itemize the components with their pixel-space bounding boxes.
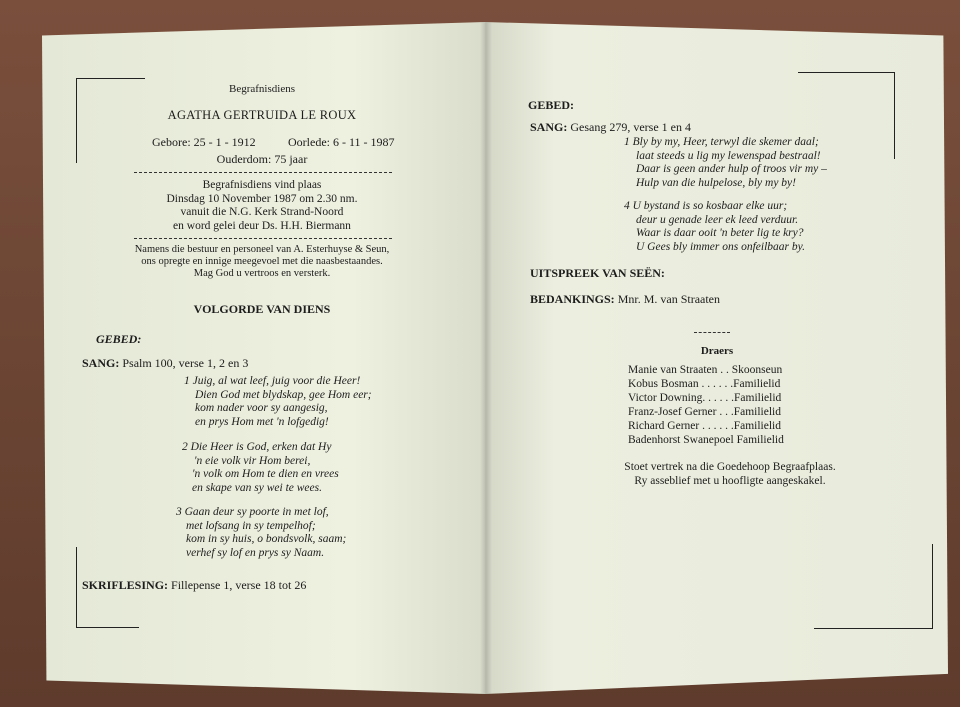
bearers-title: Draers bbox=[700, 345, 734, 357]
verse-line: 4 U bystand is so kosbaar elke uur; bbox=[624, 200, 788, 212]
service-details bbox=[132, 179, 392, 233]
psalm-verse-1 bbox=[184, 375, 372, 429]
verse-line: U Gees bly immer ons onfeilbaar by. bbox=[636, 240, 805, 253]
reading-text: Fillepense 1, verse 18 tot 26 bbox=[171, 578, 307, 592]
verse-line: laat steeds u lig my lewenspad bestraal! bbox=[636, 149, 821, 162]
psalm-verse-2 bbox=[182, 441, 339, 495]
service-line: vanuit die N.G. Kerk Strand-Noord bbox=[180, 206, 344, 218]
service-line: en word gelei deur Ds. H.H. Biermann bbox=[173, 219, 351, 232]
verse-line: Waar is daar ooit 'n beter lig te kry? bbox=[636, 227, 804, 239]
death-date: Oorlede: 6 - 11 - 1987 bbox=[288, 135, 395, 149]
verse-line: 1 Bly by my, Heer, terwyl die skemer daal; bbox=[624, 136, 819, 148]
service-line: Dinsdag 10 November 1987 om 2.30 nm. bbox=[166, 192, 358, 205]
benediction-heading: UITSPREEK VAN SEËN: bbox=[530, 266, 665, 280]
closing-line: Stoet vertrek na die Goedehoop Begraafplaas. bbox=[624, 461, 836, 473]
age: Ouderdom: 75 jaar bbox=[216, 152, 308, 166]
verse-line: Daar is geen ander hulp of troos vir my – bbox=[636, 163, 827, 175]
prayer-heading-right: GEBED: bbox=[528, 98, 575, 112]
hymn-verse-1 bbox=[624, 136, 827, 190]
corner-mark-top-left bbox=[76, 78, 145, 163]
bearer-row: Manie van Straaten . . Skoonseun bbox=[628, 364, 783, 376]
thanks-text: Mnr. M. van Straaten bbox=[617, 292, 721, 306]
birth-date: Gebore: 25 - 1 - 1912 bbox=[152, 135, 256, 149]
bearer-row: Franz-Josef Gerner . . .Familielid bbox=[628, 406, 781, 418]
verse-line: 'n eie volk vir Hom berei, bbox=[194, 454, 311, 467]
verse-line: en prys Hom met 'n lofgedig! bbox=[195, 415, 329, 428]
acknowledgements bbox=[530, 292, 720, 306]
hymn-verse-4 bbox=[624, 200, 805, 254]
divider-line bbox=[134, 172, 392, 173]
bearer-row: Richard Gerner . . . . . .Familielid bbox=[628, 420, 781, 432]
order-of-service-title: VOLGORDE VAN DIENS bbox=[193, 302, 331, 316]
closing-line: Ry asseblief met u hoofligte aangeskakel. bbox=[634, 475, 826, 487]
service-header: Begrafnisdiens bbox=[229, 83, 295, 95]
thanks-label: BEDANKINGS: bbox=[530, 292, 615, 306]
scripture-reading bbox=[82, 578, 306, 592]
reading-label: SKRIFLESING: bbox=[82, 578, 169, 592]
funeral-program-booklet bbox=[42, 22, 948, 694]
verse-line: en skape van sy wei te wees. bbox=[192, 481, 322, 494]
song-text: Psalm 100, verse 1, 2 en 3 bbox=[122, 356, 249, 370]
verse-line: 1 Juig, al wat leef, juig voor die Heer! bbox=[184, 375, 361, 387]
deceased-name: AGATHA GERTRUIDA LE ROUX bbox=[167, 108, 357, 122]
procession-notice bbox=[590, 460, 870, 488]
verse-line: met lofsang in sy tempelhof; bbox=[186, 519, 316, 532]
hymn-line bbox=[82, 356, 248, 370]
bearers-list bbox=[628, 363, 784, 447]
verse-line: Hulp van die hulpelose, bly my by! bbox=[636, 176, 796, 189]
bearer-row: Victor Downing. . . . . .Familielid bbox=[628, 392, 782, 404]
prayer-heading: GEBED: bbox=[96, 332, 142, 346]
verse-line: 3 Gaan deur sy poorte in met lof, bbox=[176, 506, 329, 518]
booklet-spine bbox=[480, 22, 492, 694]
song-text: Gesang 279, verse 1 en 4 bbox=[570, 120, 691, 134]
verse-line: deur u genade leer ek leed verduur. bbox=[636, 213, 799, 226]
verse-line: 'n volk om Hom te dien en vrees bbox=[192, 468, 339, 480]
song-label: SANG: bbox=[82, 356, 120, 370]
bearer-row: Kobus Bosman . . . . . .Familielid bbox=[628, 378, 781, 390]
condolence-line: ons opregte en innige meegevoel met die naasbestaandes. bbox=[141, 256, 383, 267]
bearer-row: Badenhorst Swanepoel Familielid bbox=[628, 434, 784, 446]
hymn-line-right bbox=[530, 120, 691, 134]
condolence-line: Namens die bestuur en personeel van A. Esterhuyse & Seun, bbox=[134, 244, 390, 255]
condolence-message bbox=[122, 244, 402, 280]
verse-line: kom nader voor sy aangesig, bbox=[195, 402, 328, 414]
verse-line: kom in sy huis, o bondsvolk, saam; bbox=[186, 533, 347, 545]
short-divider bbox=[694, 332, 730, 333]
psalm-verse-3 bbox=[176, 506, 346, 560]
condolence-line: Mag God u vertroos en versterk. bbox=[193, 268, 331, 279]
verse-line: Dien God met blydskap, gee Hom eer; bbox=[195, 388, 372, 401]
divider-line bbox=[134, 238, 392, 239]
verse-line: 2 Die Heer is God, erken dat Hy bbox=[182, 441, 332, 453]
verse-line: verhef sy lof en prys sy Naam. bbox=[186, 546, 325, 559]
song-label: SANG: bbox=[530, 120, 568, 134]
service-line: Begrafnisdiens vind plaas bbox=[202, 179, 322, 191]
corner-mark-bottom-right bbox=[814, 544, 933, 629]
